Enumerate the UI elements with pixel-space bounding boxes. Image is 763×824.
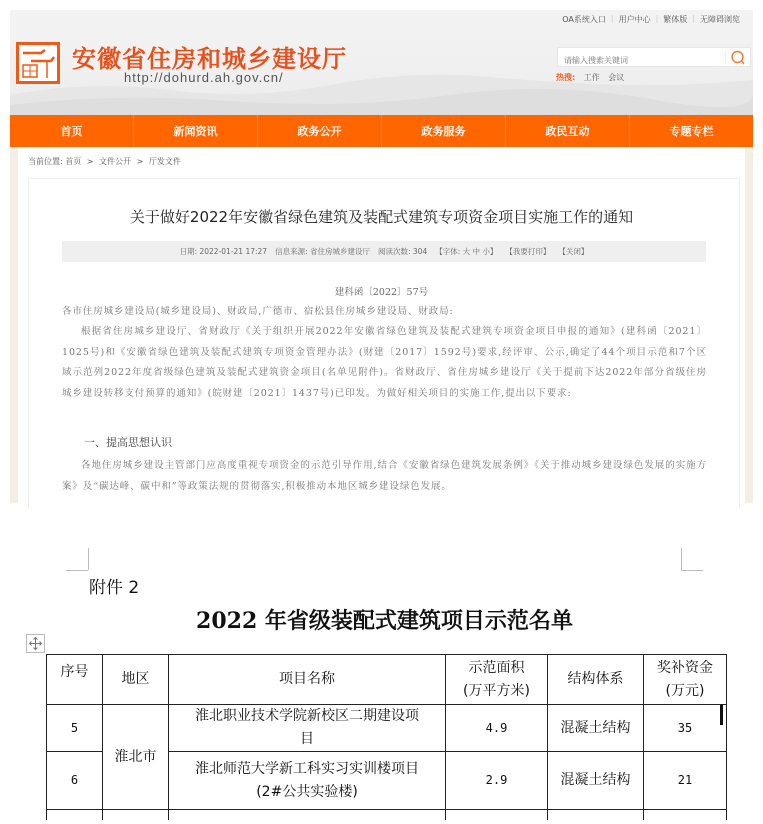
document-number: 建科函〔2022〕57号 [334,287,429,298]
publish-date: 日期: 2022-01-21 17:27 [179,247,268,256]
main-paragraph: 根据省住房城乡建设厅、省财政厅《关于组织开展2022年安徽省绿色建筑及装配式建筑专项资金项目申报的通知》(建科函〔2021〕1025号)和《安徽省绿色建筑及装配式建筑专项资金管理办法》(财建〔2017〕1592号)要求,经评审、公示,确定了44个项目示范和7个区域示范列2022年度省级绿色建筑及装配式建筑资金项目(名单见附件)。省财政厅、省住房城乡建设厅《关于提前下达2022年部分省级住房城乡建设转移支付预算的通知》(皖财建〔2021〕1437号)已印发。为做好相关项目的实施工作,提出以下要求: [62,326,707,399]
column-header-structure: 结构体系 [548,655,644,705]
building-gate-logo-icon [19,45,57,81]
breadcrumb-separator: > [136,157,144,166]
oa-system-link[interactable]: OA系统入口 [562,15,606,24]
column-header-area [446,655,548,705]
cell-empty [47,810,103,820]
cell-empty [103,810,169,820]
hot-search [556,72,624,83]
main-nav [10,115,753,147]
cell-area: 4.9 [446,705,548,752]
nav-item-news[interactable]: 新闻资讯 [134,115,258,147]
page-corner-mark [88,548,89,570]
article-title: 关于做好2022年安徽省绿色建筑及装配式建筑专项资金项目实施工作的通知 [129,208,634,226]
header-line: 示范面积 [468,659,525,676]
nav-item-gov-affairs-public[interactable]: 政务公开 [258,115,382,147]
cell-region: 淮北市 [103,705,169,810]
project-line: 目 [300,731,314,747]
header-line: 奖补资金 [657,659,713,676]
top-links [557,14,745,25]
column-header-project: 项目名称 [169,655,446,705]
nav-item-interaction[interactable]: 政民互动 [506,115,630,147]
article-meta [62,241,706,262]
cell-project [169,705,446,752]
traditional-chinese-link[interactable]: 繁体版 [663,15,688,24]
move-arrows-icon [28,636,43,651]
divider: | [692,14,695,23]
close-button[interactable]: 【关闭】 [558,247,589,256]
site-logo[interactable] [16,42,60,84]
hot-search-label: 热搜: [556,73,576,82]
cell-no: 5 [47,705,103,752]
breadcrumb-prefix: 当前位置: [28,157,63,166]
table-resize-marker [720,705,723,725]
hot-search-item[interactable]: 会议 [608,73,625,82]
site-url: http://dohurd.ah.gov.cn/ [124,70,284,85]
cell-project [169,752,446,810]
cell-empty [644,810,727,820]
info-source: 信息来源: 省住房城乡建设厅 [275,247,370,256]
column-header-funding [644,655,727,705]
table-row [47,705,727,752]
cell-structure: 混凝土结构 [548,752,644,810]
view-count: 阅读次数: 304 [378,247,428,256]
demo-project-table [46,654,727,820]
project-line: 淮北师范大学新工科实习实训楼项目 [195,760,419,777]
section-heading: 一、提高思想认识 [84,436,172,449]
breadcrumb [28,156,181,167]
addressee-paragraph: 各市住房城乡建设局(城乡建设局)、财政局,广德市、宿松县住房城乡建设局、财政局: [62,306,454,317]
search-input[interactable] [558,52,718,70]
nav-item-home[interactable]: 首页 [10,115,134,147]
page-frame-left [10,147,18,503]
column-header-region: 地区 [103,655,169,705]
divider: | [610,14,614,23]
accessibility-link[interactable]: 无障碍浏览 [700,15,740,24]
site-name[interactable]: 安徽省住房和城乡建设厅 [72,45,347,73]
breadcrumb-file-public[interactable]: 文件公开 [99,157,132,166]
search-icon [729,49,747,67]
search-button[interactable] [729,49,747,67]
breadcrumb-home[interactable]: 首页 [65,157,82,166]
cell-empty [169,810,446,820]
nav-item-special-topics[interactable]: 专题专栏 [669,125,714,138]
hot-search-item[interactable]: 工作 [583,73,600,82]
print-button[interactable]: 【我要打印】 [505,247,551,256]
attachment-label: 附件 2 [89,578,140,598]
column-header-no: 序号 [47,655,103,705]
header-line: (万平方米) [463,682,530,699]
search-box [557,47,751,67]
cell-no: 6 [47,752,103,810]
page-corner-mark [66,570,88,571]
nav-item-gov-services[interactable]: 政务服务 [382,115,506,147]
user-center-link[interactable]: 用户中心 [618,15,651,24]
section-paragraph: 各地住房城乡建设主管部门应高度重视专项资金的示范引导作用,结合《安徽省绿色建筑发展条例》《关于推动城乡建设绿色发展的实施方案》及“碳达峰、碳中和”等政策法规的贯彻落实,积极推动本地区城乡建设绿色发展。 [62,460,707,492]
search-divider [725,51,726,64]
cell-structure: 混凝土结构 [548,705,644,752]
cell-funding: 21 [644,752,727,810]
attachment-title: 2022 年省级装配式建筑项目示范名单 [196,608,573,634]
page-corner-mark [681,548,682,570]
page-corner-mark [681,570,703,571]
table-move-handle[interactable] [26,634,45,653]
project-line: 淮北职业技术学院新校区二期建设项 [195,708,419,724]
header-line: (万元) [665,682,705,699]
font-size-control[interactable]: 【字体: 大 中 小】 [435,247,498,256]
divider: | [655,14,659,23]
breadcrumb-dept-files[interactable]: 厅发文件 [148,157,181,166]
cell-funding: 35 [644,705,727,752]
breadcrumb-separator: > [86,157,94,166]
page-frame-right [745,147,753,503]
cell-empty [446,810,548,820]
cell-area: 2.9 [446,752,548,810]
project-line: (2#公共实验楼) [256,783,358,800]
site-header [10,10,753,115]
table-row-partial [47,810,727,820]
cell-empty [548,810,644,820]
